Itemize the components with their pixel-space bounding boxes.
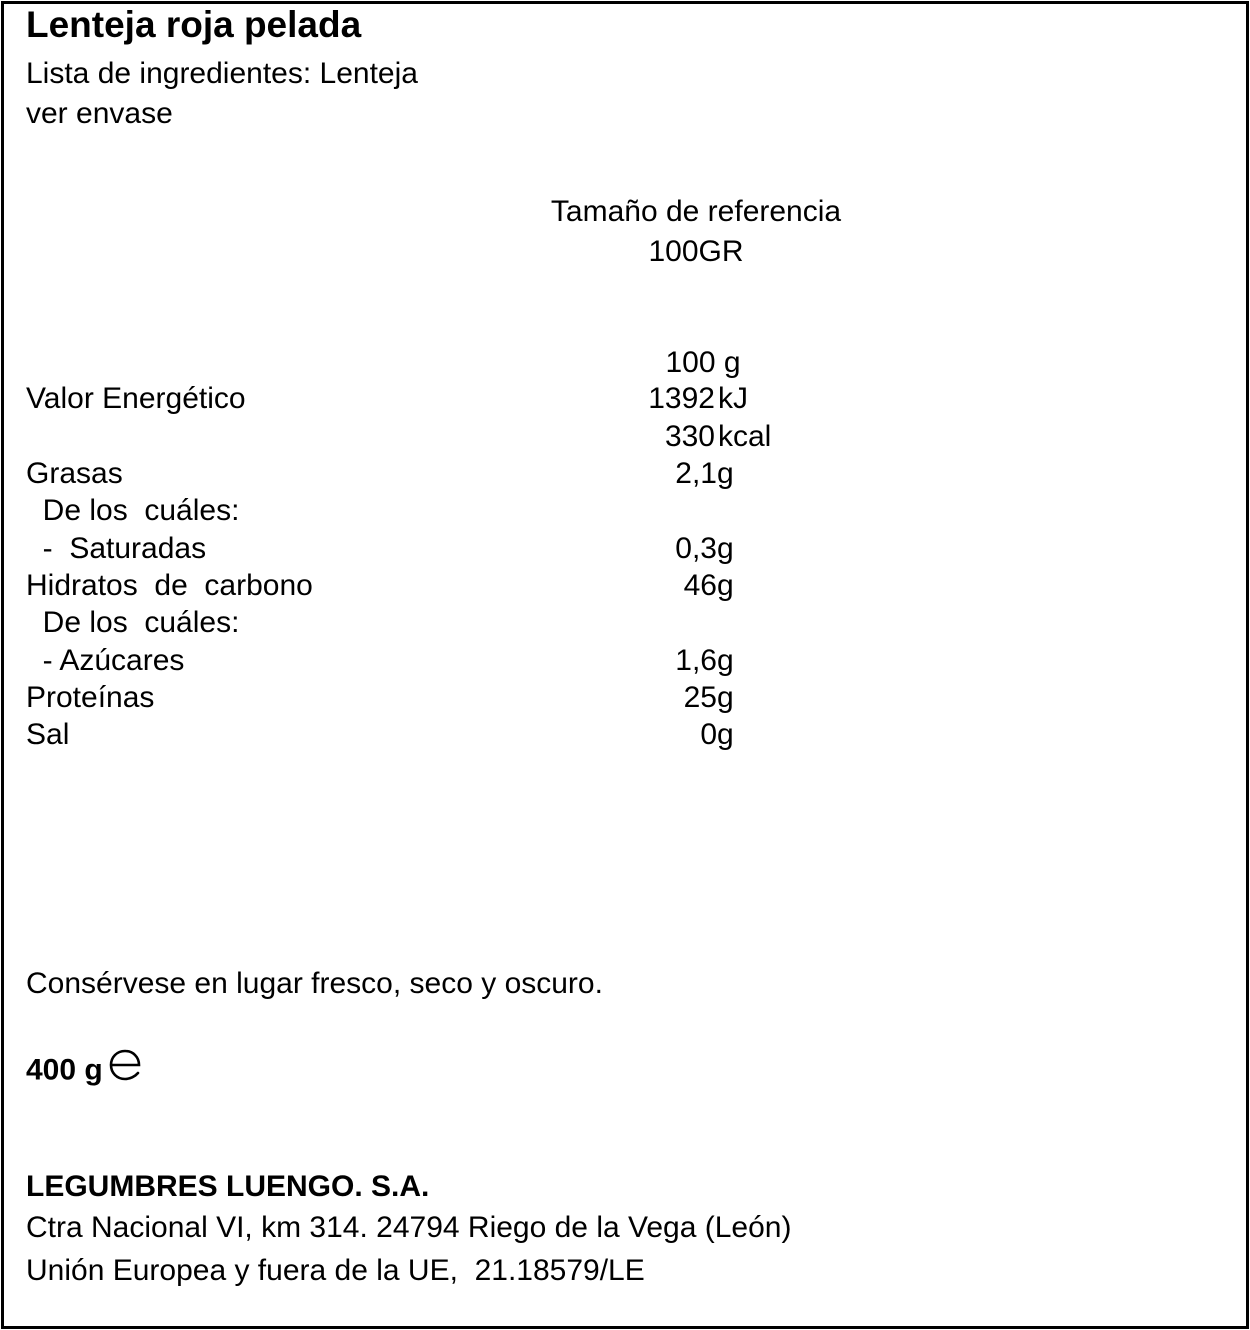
ingredients-list: Lista de ingredientes: Lenteja	[26, 57, 418, 90]
nutrition-row-unit: g	[717, 681, 734, 714]
nutrition-row-unit: g	[717, 569, 734, 602]
nutrition-row-label: De los cuáles:	[26, 494, 240, 527]
net-weight-value: 400 g	[26, 1053, 103, 1087]
nutrition-row-value: 1392	[648, 382, 715, 415]
nutrition-column-header: 100 g	[665, 346, 741, 379]
nutrition-row-unit: g	[717, 457, 734, 490]
nutrition-row-value: 1,6	[675, 644, 717, 677]
package-note: ver envase	[26, 97, 173, 130]
nutrition-row-label: Sal	[26, 718, 70, 751]
nutrition-row-value: 46	[683, 569, 717, 602]
nutrition-row-unit: g	[717, 532, 734, 565]
nutrition-row-unit: g	[717, 644, 734, 677]
nutrition-row-label: Grasas	[26, 457, 123, 490]
nutrition-row-label: - Azúcares	[26, 644, 185, 677]
nutrition-row-label: Proteínas	[26, 681, 155, 714]
nutrition-row-unit: kJ	[718, 382, 748, 415]
estimated-sign-icon	[107, 1048, 145, 1091]
nutrition-row-unit: g	[717, 718, 734, 751]
company-address: Ctra Nacional VI, km 314. 24794 Riego de la Vega (León)	[26, 1211, 792, 1244]
reference-size-value: 100GR	[648, 235, 744, 268]
nutrition-row-value: 2,1	[675, 457, 717, 490]
nutrition-row-label: Valor Energético	[26, 382, 246, 415]
nutrition-row-label: De los cuáles:	[26, 606, 240, 639]
nutrition-row-value: 25	[683, 681, 717, 714]
product-name: Lenteja roja pelada	[26, 4, 362, 45]
net-weight	[26, 1052, 145, 1091]
nutrition-row-label: Hidratos de carbono	[26, 569, 313, 602]
company-registry: Unión Europea y fuera de la UE, 21.18579/LE	[26, 1254, 645, 1287]
company-name: LEGUMBRES LUENGO. S.A.	[26, 1170, 430, 1203]
reference-size-label: Tamaño de referencia	[550, 195, 842, 228]
nutrition-row-label: - Saturadas	[26, 532, 207, 565]
nutrition-row-unit: kcal	[718, 420, 772, 453]
nutrition-row-value: 330	[664, 420, 715, 453]
nutrition-row-value: 0	[700, 718, 717, 751]
nutrition-row-value: 0,3	[675, 532, 717, 565]
storage-instructions: Consérvese en lugar fresco, seco y oscuro.	[26, 967, 603, 1000]
